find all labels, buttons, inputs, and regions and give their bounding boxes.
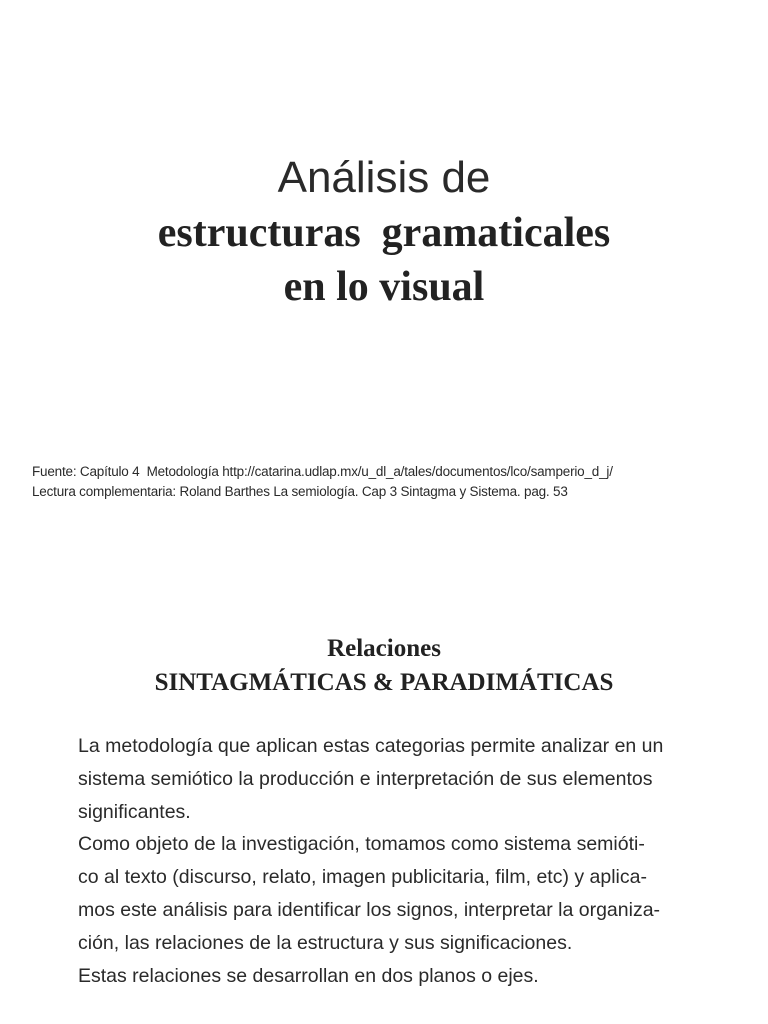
document-title: [0, 150, 768, 314]
body-line: mos este análisis para identificar los signos, interpretar la organiza-: [78, 898, 661, 921]
body-paragraph: [78, 730, 708, 992]
body-line: Estas relaciones se desarrollan en dos planos o ejes.: [78, 964, 539, 987]
body-line: significantes.: [78, 800, 191, 823]
source-line-1: Fuente: Capítulo 4 Metodología http://catarina.udlap.mx/u_dl_a/tales/documentos/lco/samperio_d_j/: [32, 464, 613, 479]
source-line-2: Lectura complementaria: Roland Barthes La semiología. Cap 3 Sintagma y Sistema. pag. 53: [32, 484, 568, 499]
body-line: La metodología que aplican estas categorias permite analizar en un: [78, 735, 664, 757]
section-heading: [0, 632, 768, 700]
title-line-2: estructuras gramaticales: [157, 210, 611, 256]
title-line-3: en lo visual: [283, 264, 485, 310]
section-heading-line-1: Relaciones: [327, 635, 441, 662]
source-citation: [32, 462, 752, 502]
body-line: Como objeto de la investigación, tomamos como sistema semióti-: [78, 833, 645, 856]
title-line-1: Análisis de: [277, 153, 491, 202]
body-line: sistema semiótico la producción e interpretación de sus elementos: [78, 767, 653, 790]
section-heading-line-2: SINTAGMÁTICAS & PARADIMÁTICAS: [154, 669, 614, 696]
body-line: ción, las relaciones de la estructura y sus significaciones.: [78, 931, 573, 954]
body-line: co al texto (discurso, relato, imagen publicitaria, film, etc) y aplica-: [78, 866, 647, 889]
